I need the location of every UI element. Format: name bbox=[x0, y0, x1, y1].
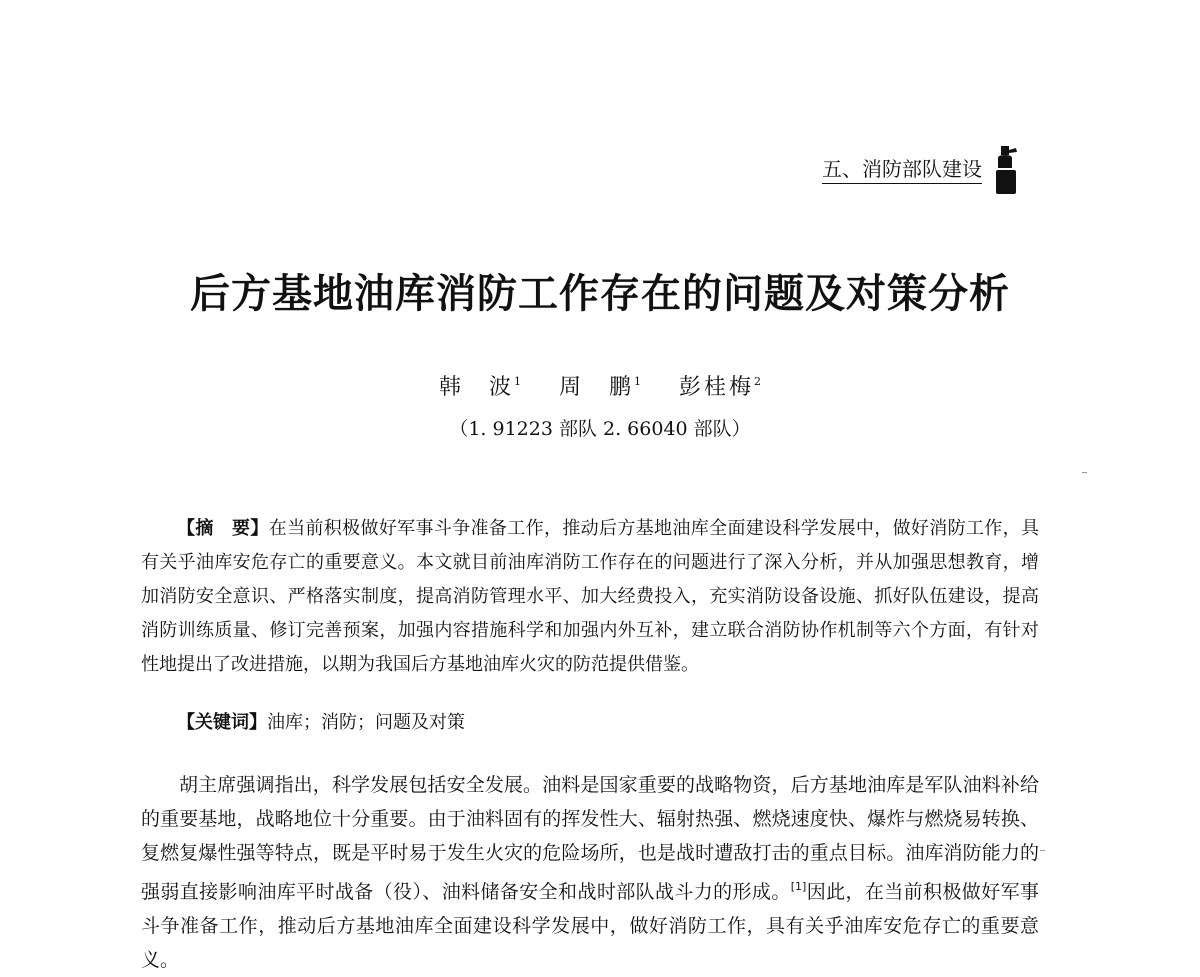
author-name: 周 鹏 bbox=[558, 375, 634, 400]
fire-extinguisher-icon bbox=[992, 144, 1020, 196]
author-affiliation-mark: 2 bbox=[754, 375, 762, 388]
citation-ref: [1] bbox=[790, 880, 807, 893]
article-title: 后方基地油库消防工作存在的问题及对策分析 bbox=[190, 271, 1010, 317]
author-list bbox=[0, 370, 1200, 401]
abstract-label: 【摘 要】 bbox=[177, 518, 269, 539]
section-header bbox=[822, 144, 1020, 184]
keywords-text: 油库；消防；问题及对策 bbox=[267, 712, 465, 733]
author-affiliation-mark: 1 bbox=[513, 375, 521, 388]
scan-mark bbox=[1040, 850, 1045, 851]
abstract bbox=[141, 512, 1039, 682]
keywords-label: 【关键词】 bbox=[177, 712, 267, 733]
affiliation: （1. 91223 部队 2. 66040 部队） bbox=[449, 418, 751, 440]
author-1 bbox=[439, 375, 521, 400]
author-affiliation-mark: 1 bbox=[634, 375, 641, 388]
body-paragraph bbox=[141, 768, 1039, 977]
author-name: 韩 波 bbox=[438, 375, 514, 400]
author-3 bbox=[679, 375, 761, 400]
body-text-part-1: 胡主席强调指出，科学发展包括安全发展。油料是国家重要的战略物资，后方基地油库是军队油料补给的重要基地，战略地位十分重要。由于油料固有的挥发性大、辐射热强、燃烧速度快、爆炸与燃烧易转换、复燃复爆性强等特点，既是平时易于发生火灾的危险场所，也是战时遭敌打击的重点目标。油库消防能力的强弱直接影响油库平时战备（役）、油料储备安全和战时部队战斗力的形成。 bbox=[141, 774, 1039, 903]
body-text-part-2: 因此，在当前积极做好军事斗争准备工作，推动后方基地油库全面建设科学发展中，做好消防工作，具有关乎油库安危存亡的重要意义。 bbox=[141, 881, 1039, 971]
author-2 bbox=[559, 375, 641, 400]
abstract-text: 在当前积极做好军事斗争准备工作，推动后方基地油库全面建设科学发展中，做好消防工作，具有关乎油库安危存亡的重要意义。本文就目前油库消防工作存在的问题进行了深入分析，并从加强思想教育，增加消防安全意识、严格落实制度，提高消防管理水平、加大经费投入，充实消防设备设施、抓好队伍建设，提高消防训练质量、修订完善预案，加强内容措施科学和加强内外互补，建立联合消防协作机制等六个方面，有针对性地提出了改进措施，以期为我国后方基地油库火灾的防范提供借鉴。 bbox=[141, 518, 1040, 675]
section-label: 五、消防部队建设 bbox=[822, 157, 982, 184]
scan-mark bbox=[1082, 472, 1087, 473]
author-name: 彭桂梅 bbox=[679, 375, 755, 400]
keywords bbox=[177, 706, 1037, 740]
